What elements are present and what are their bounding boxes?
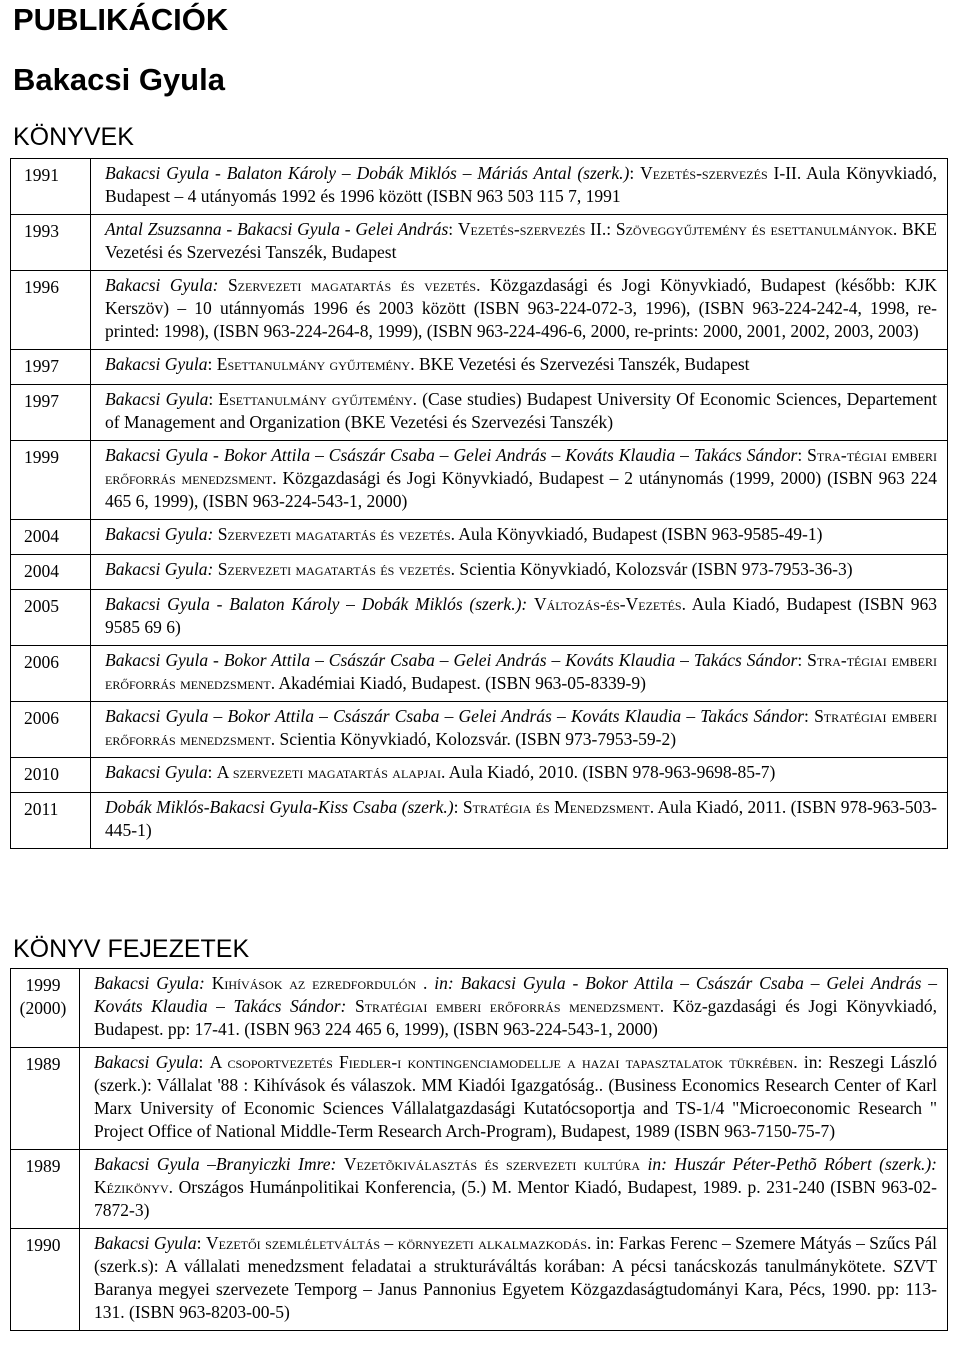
publication-authors: Bakacsi Gyula: [94, 973, 205, 993]
publication-text [91, 702, 948, 758]
publication-separator: : [208, 389, 219, 409]
publication-authors: Bakacsi Gyula – Bokor Attila – Császár Csaba – Gelei András – Kováts Klaudia – Takács Sándor [105, 706, 805, 726]
publication-separator: : [453, 797, 463, 817]
book-row [11, 520, 948, 555]
publication-text [80, 1150, 948, 1229]
publication-separator: : [207, 762, 217, 782]
book-row [11, 350, 948, 385]
publication-text [91, 271, 948, 350]
publication-year: 1989 [11, 1150, 80, 1229]
publication-details: Aula Kiadó, 2011. (ISBN 978-963-503-445-1) [105, 797, 937, 840]
publication-text [91, 215, 948, 271]
publication-authors: Bakacsi Gyula –Branyiczki Imre: [94, 1154, 337, 1174]
publication-text [91, 441, 948, 520]
publication-details: in: Farkas Ferenc – Szemere Mátyás – Szűcs Pál (szerk.s): A vállalati menedzsment feladatai a strukturáváltás korában: A pécsi tanácskozás tanulmánykötete. SZVT Baranya megyei szervezete Temporg – Janus Pannonius Egyetem Közgazdaságtudományi Kara, Pécs, 1990. pp: 113-131. (ISBN 963-8203-00-5) [94, 1233, 937, 1322]
publication-year: 2011 [11, 793, 91, 849]
publication-details: Scientia Könyvkiadó, Kolozsvár. (ISBN 973-7953-59-2) [275, 729, 677, 749]
publication-separator [527, 594, 534, 614]
publication-separator [218, 275, 227, 295]
publication-title: Stra-tégiai emberi erőforrás menedzsment. [105, 650, 937, 693]
book-row [11, 215, 948, 271]
book-row [11, 271, 948, 350]
publication-year: 1997 [11, 385, 91, 441]
publication-year: 1993 [11, 215, 91, 271]
publication-authors: Bakacsi Gyula: [105, 559, 214, 579]
section-heading-chapters: KÖNYV FEJEZETEK [13, 935, 250, 963]
publication-authors: Bakacsi Gyula [105, 762, 208, 782]
book-row [11, 555, 948, 590]
publication-details: Aula Kiadó, Budapest (ISBN 963 9585 69 6) [105, 594, 937, 637]
publication-text [91, 350, 948, 385]
publication-details: BKE Vezetési és Szervezési Tanszék, Budapest [105, 219, 937, 262]
publication-separator: : [207, 354, 217, 374]
books-table [10, 158, 948, 849]
publication-title: Szervezeti magatartás és vezetés. [217, 524, 455, 544]
publication-year: 2004 [11, 520, 91, 555]
book-row [11, 758, 948, 793]
publication-year: 2006 [11, 646, 91, 702]
chapter-row [11, 969, 948, 1048]
publication-title: A csoportvezetés Fiedler-i kontingenciamodellje a hazai tapasztalatok tükrében. [209, 1052, 798, 1072]
publication-year: 2004 [11, 555, 91, 590]
publication-separator: : [196, 1233, 207, 1253]
publication-details: Köz-gazdasági és Jogi Könyvkiadó, Budapest. pp: 17-41. (ISBN 963 224 465 6, 1999), (ISBN 963-224-543-1, 2000) [94, 996, 937, 1039]
publication-authors: Bakacsi Gyula - Bokor Attila – Császár Csaba – Gelei András – Kováts Klaudia – Takács Sándor [105, 445, 798, 465]
publication-text [91, 520, 948, 555]
publication-details: Országos Humánpolitikai Konferencia, (5.) M. Mentor Kiadó, Budapest, 1989. p. 231-240 (ISBN 963-02-7872-3) [94, 1177, 937, 1220]
book-row [11, 159, 948, 215]
publication-authors: Bakacsi Gyula: [105, 275, 219, 295]
publication-authors: Dobák Miklós-Bakacsi Gyula-Kiss Csaba (szerk.) [105, 797, 454, 817]
publication-details: Aula Könyvkiadó, Budapest (ISBN 963-9585-49-1) [455, 524, 823, 544]
publication-authors: Bakacsi Gyula [94, 1233, 197, 1253]
publication-year: 1997 [11, 350, 91, 385]
publication-authors: Bakacsi Gyula [94, 1052, 199, 1072]
publication-separator: : [198, 1052, 210, 1072]
container-authors: in: Bakacsi Gyula - Bokor Attila – Császár Csaba – Gelei András – Kováts Klaudia – Takács Sándor: [94, 973, 938, 1016]
publication-separator: . [416, 973, 435, 993]
publication-title: Vezetés-szervezés I-II. [640, 163, 802, 183]
publication-text [80, 969, 948, 1048]
publication-title: Stratégia és Menedzsment. [462, 797, 655, 817]
publication-title: Szervezeti magatartás és vezetés. [227, 275, 481, 295]
publication-title: Vezetõkiválasztás és szervezeti kultúra [343, 1154, 641, 1174]
publication-authors: Bakacsi Gyula - Bokor Attila – Császár Csaba – Gelei András – Kováts Klaudia – Takács Sándor [105, 650, 798, 670]
publication-text [80, 1048, 948, 1150]
publication-separator: : [448, 219, 458, 239]
chapter-row [11, 1048, 948, 1150]
book-row [11, 441, 948, 520]
container-title: Kézikönyv. [94, 1177, 173, 1197]
book-row [11, 646, 948, 702]
container-title: Stratégiai emberi erőforrás menedzsment. [346, 996, 665, 1016]
publication-year: 1990 [11, 1229, 80, 1331]
publication-authors: Bakacsi Gyula - Balaton Károly – Dobák Miklós – Máriás Antal (szerk.) [105, 163, 630, 183]
publication-authors: Bakacsi Gyula: [105, 524, 214, 544]
publication-separator: : [804, 706, 815, 726]
publication-separator [640, 1154, 647, 1174]
book-row [11, 702, 948, 758]
publication-title: A szervezeti magatartás alapjai. [216, 762, 446, 782]
publication-details: Scientia Könyvkiadó, Kolozsvár (ISBN 973-7953-36-3) [455, 559, 853, 579]
publication-details: Akadémiai Kiadó, Budapest. (ISBN 963-05-8339-9) [275, 673, 646, 693]
publication-details: Közgazdasági és Jogi Könyvkiadó, Budapest (később: KJK Kerszöv) – 10 utánnyomás 1996 és 2003 között (ISBN 963-224-072-3, 1996), (ISBN 963-224-242-4, 1998, re-printed: 1998), (ISBN 963-224-264-8, 1999), (ISBN 963-224-496-6, 2000, re-prints: 2000, 2001, 2002, 2003, 2003) [105, 275, 937, 341]
publication-text [91, 590, 948, 646]
publication-year: 2005 [11, 590, 91, 646]
chapter-row [11, 1150, 948, 1229]
publication-authors: Bakacsi Gyula - Balaton Károly – Dobák Miklós (szerk.): [105, 594, 528, 614]
publication-authors: Bakacsi Gyula [105, 354, 208, 374]
publication-year: 1996 [11, 271, 91, 350]
publication-year: 1999 (2000) [11, 969, 80, 1048]
publication-details: BKE Vezetési és Szervezési Tanszék, Budapest [414, 354, 750, 374]
publication-authors: Bakacsi Gyula [105, 389, 209, 409]
publication-separator [336, 1154, 343, 1174]
publication-year: 1989 [11, 1048, 80, 1150]
publication-year: 1991 [11, 159, 91, 215]
section-heading-books: KÖNYVEK [13, 123, 134, 151]
container-authors: in: Huszár Péter-Pethõ Róbert (szerk.): [647, 1154, 938, 1174]
publication-title: Változás-és-Vezetés. [533, 594, 686, 614]
publication-separator: : [629, 163, 641, 183]
book-row [11, 385, 948, 441]
publication-title: Esettanulmány gyűjtemény. [218, 389, 417, 409]
publication-separator: : [797, 650, 808, 670]
publication-text [91, 159, 948, 215]
publication-text [91, 385, 948, 441]
publication-details: Közgazdasági és Jogi Könyvkiadó, Budapest – 2 utánynomás (1999, 2000) (ISBN 963 224 465 6, 1999), (ISBN 963-224-543-1, 2000) [105, 468, 937, 511]
publication-year: 1999 [11, 441, 91, 520]
publication-text [91, 793, 948, 849]
publication-text [91, 646, 948, 702]
publication-title: Kihívások az ezredfordulón [211, 973, 417, 993]
chapter-row [11, 1229, 948, 1331]
publication-title: Szervezeti magatartás és vezetés. [217, 559, 455, 579]
publication-title: Stratégiai emberi erőforrás menedzsment. [105, 706, 937, 749]
publication-authors: Antal Zsuzsanna - Bakacsi Gyula - Gelei András [105, 219, 449, 239]
publication-details: Aula Könyvkiadó, Budapest – 4 utányomás 1992 és 1996 között (ISBN 963 503 115 7, 1991 [105, 163, 938, 206]
publication-text [80, 1229, 948, 1331]
publication-year: 2010 [11, 758, 91, 793]
chapters-table [10, 968, 948, 1331]
author-name: Bakacsi Gyula [13, 62, 225, 97]
publication-title: Vezetői szemléletváltás – környezeti alkalmazkodás. [206, 1233, 592, 1253]
publication-text [91, 555, 948, 590]
publication-details: Aula Kiadó, 2010. (ISBN 978-963-9698-85-7) [445, 762, 776, 782]
publication-title: Esettanulmány gyűjtemény. [216, 354, 415, 374]
publication-separator: : [797, 445, 808, 465]
publication-details: in: Reszegi László (szerk.): Vállalat '88 : Kihívások és válaszok. MM Kiadói Igazgatóság.. (Business Economics Research Center of Karl Marx University of Economic Sciences Vállalatgazdasági Kutatócsoportja and TS-1/4 "Microeconomic Research " Project Office of National Middle-Term Research Arch-Program), Budapest, 1989 (ISBN 963-7150-75-7) [94, 1052, 937, 1141]
publication-title: Stra-tégiai emberi erőforrás menedzsment. [105, 445, 937, 488]
page-title: PUBLIKÁCIÓK [13, 2, 229, 37]
publication-text [91, 758, 948, 793]
book-row [11, 590, 948, 646]
publication-separator [205, 973, 212, 993]
book-row [11, 793, 948, 849]
publication-year: 2006 [11, 702, 91, 758]
publication-title: Vezetés-szervezés II.: Szöveggyűjtemény és esettanulmányok. [457, 219, 898, 239]
publication-details: (Case studies) Budapest University Of Economic Sciences, Departement of Management and Organization (BKE Vezetési és Szervezési Tanszék) [105, 389, 937, 432]
